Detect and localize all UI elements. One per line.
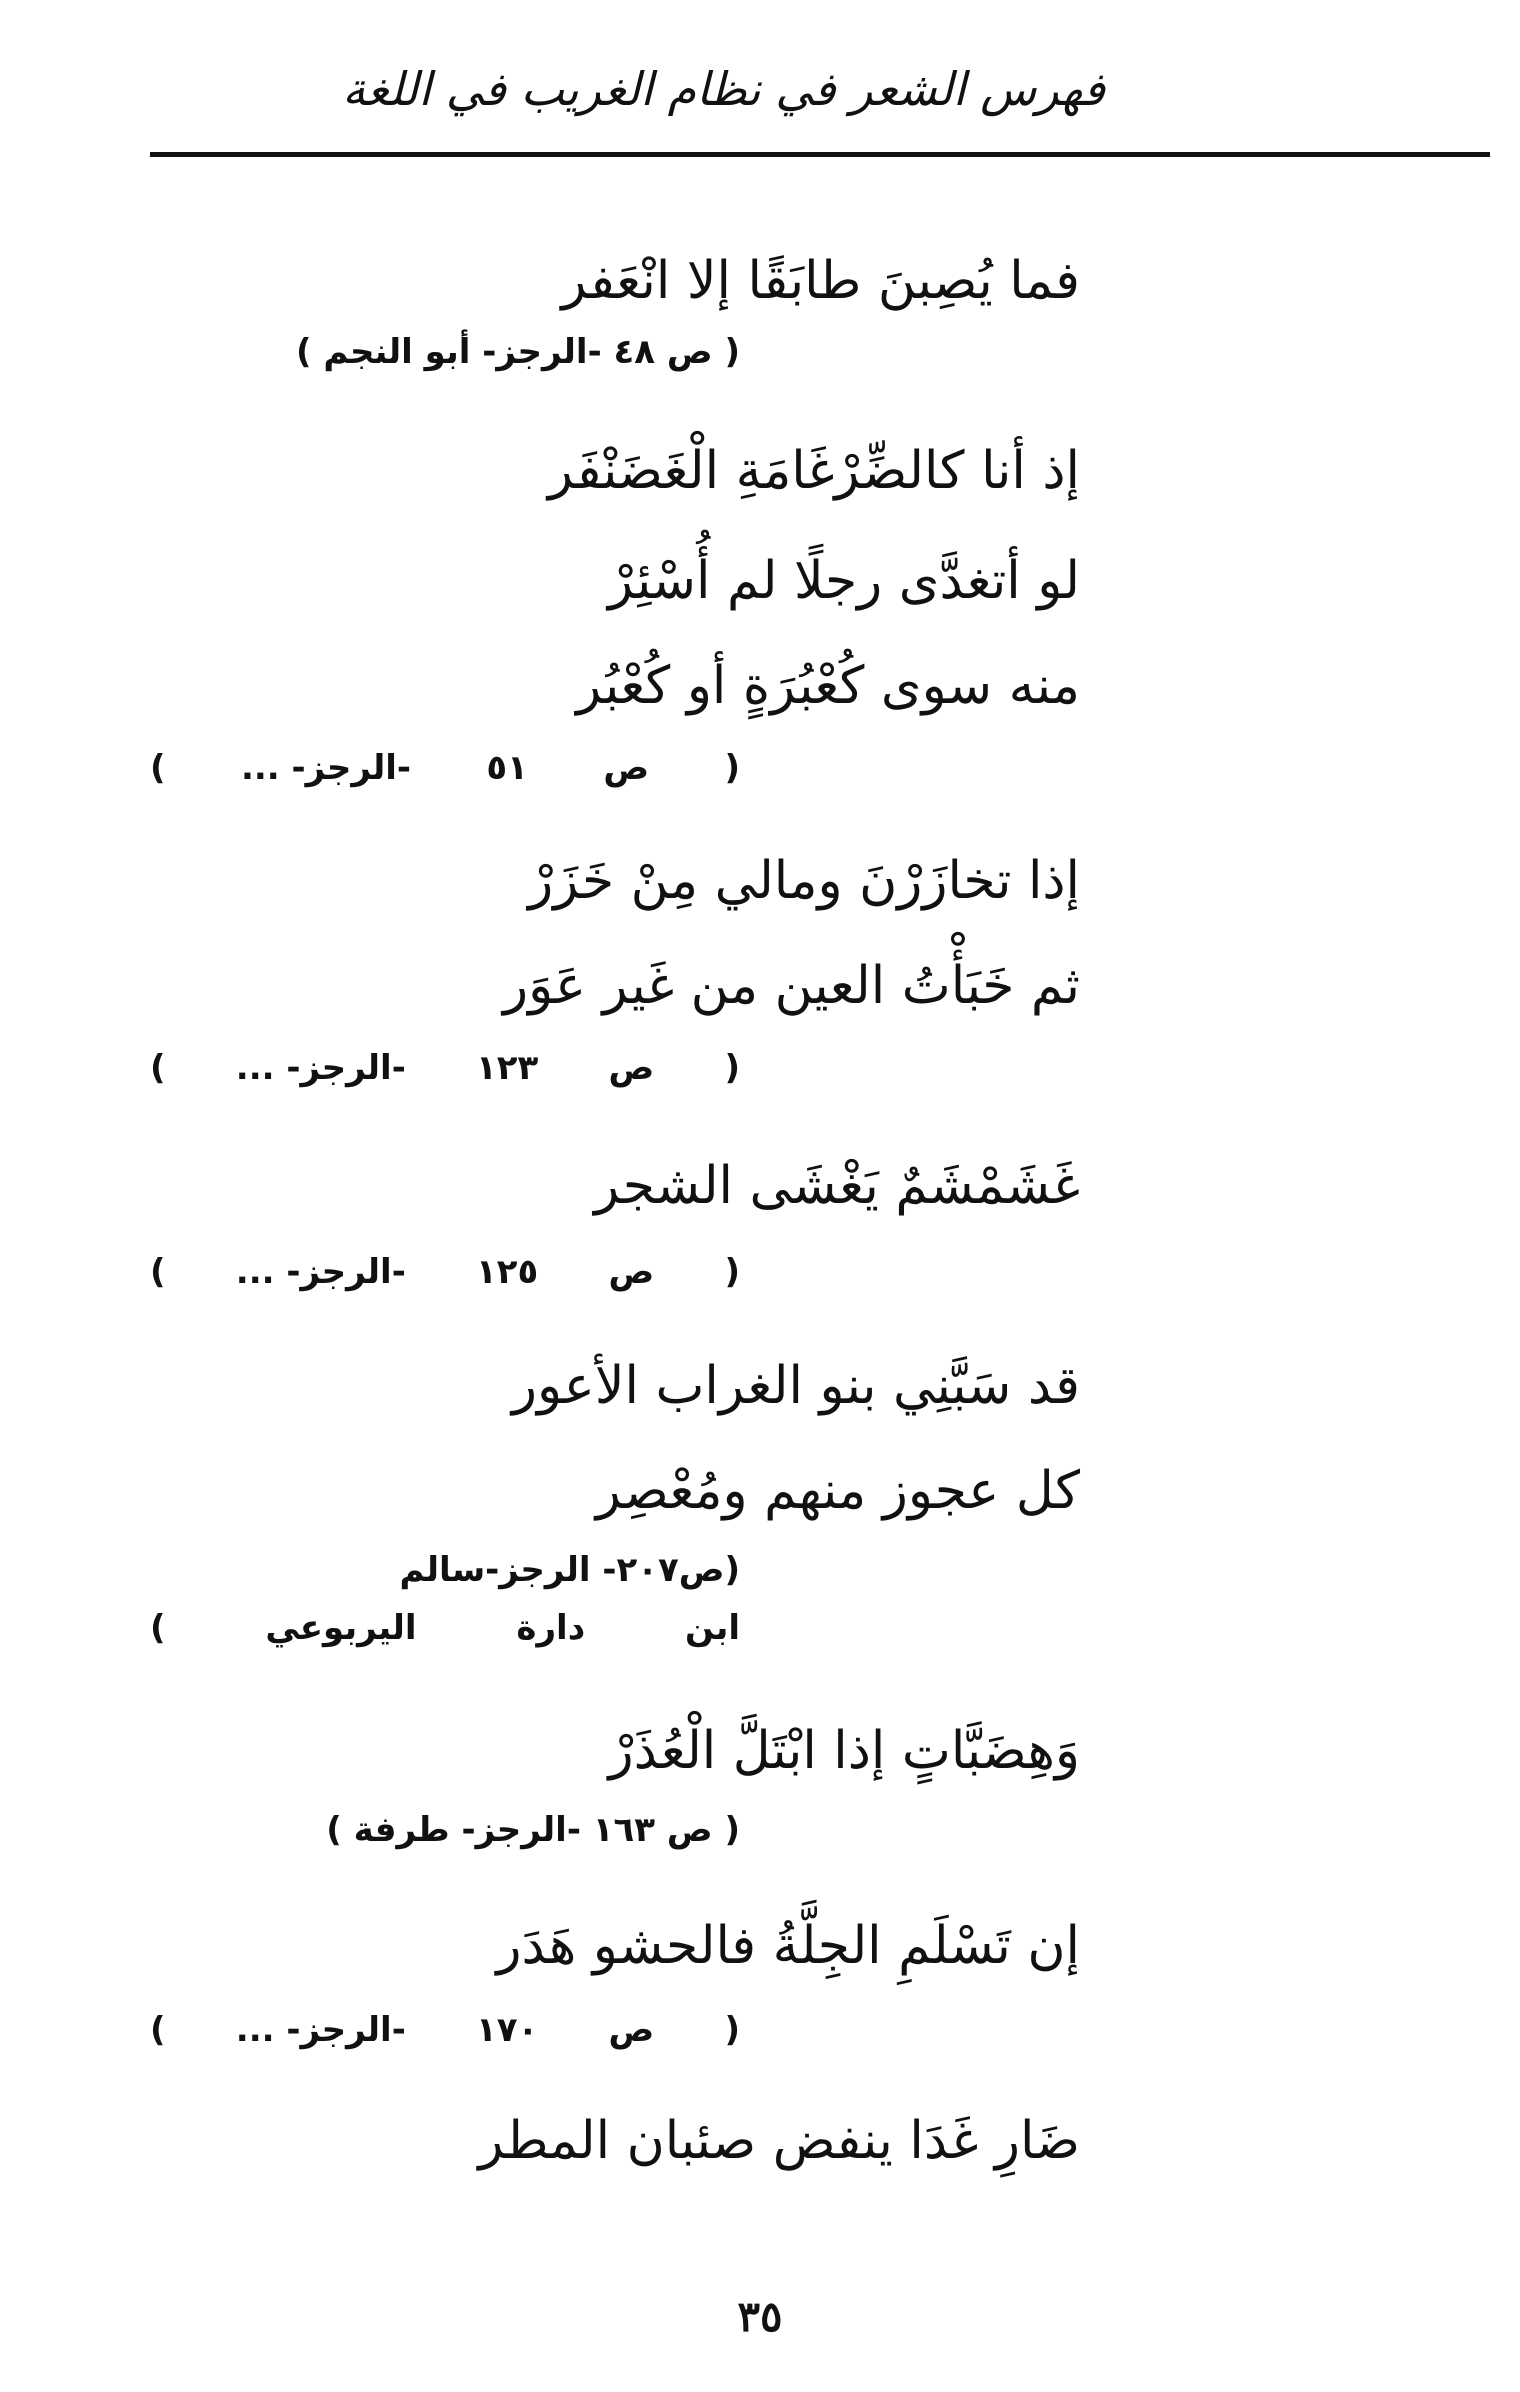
verse-line: إن تَسْلَمِ الجِلَّةُ فالحشو هَدَر bbox=[496, 1916, 1080, 1976]
verse-citation-continuation bbox=[150, 1608, 740, 1649]
verse-citation bbox=[150, 1048, 740, 1089]
citation-page-number: ١٢٣ bbox=[476, 1048, 539, 1088]
citation-meter: -الرجز- ... bbox=[235, 1048, 406, 1088]
citation-close-paren: ) bbox=[150, 748, 166, 788]
citation-open-paren: ( bbox=[724, 1048, 740, 1088]
verse-citation: ( ص ٤٨ -الرجز- أبو النجم ) bbox=[295, 332, 740, 372]
verse-citation: (ص٢٠٧- الرجز-سالم bbox=[399, 1550, 740, 1590]
verse-line: ثم خَبَأْتُ العين من غَير عَوَر bbox=[502, 956, 1080, 1016]
verse-line: قد سَبَّنِي بنو الغراب الأعور bbox=[511, 1356, 1080, 1416]
verse-line: إذ أنا كالضِّرْغَامَةِ الْغَضَنْفَر bbox=[547, 441, 1080, 501]
verse-line: فما يُصِبنَ طابَقًا إلا انْعَفر bbox=[561, 251, 1080, 311]
citation-open-paren: ( bbox=[724, 1252, 740, 1292]
verse-citation bbox=[150, 2010, 740, 2051]
verse-line: وَهِضَبَّاتٍ إذا ابْتَلَّ الْعُذَرْ bbox=[608, 1721, 1080, 1781]
verse-citation bbox=[150, 748, 740, 789]
citation-page-label: ص bbox=[608, 2010, 655, 2050]
verse-line: كل عجوز منهم ومُعْصِر bbox=[595, 1461, 1080, 1521]
citation-name-part: ابن bbox=[684, 1608, 740, 1648]
citation-name-part: اليربوعي bbox=[265, 1608, 417, 1648]
citation-close-paren: ) bbox=[150, 1252, 166, 1292]
citation-close-paren: ) bbox=[150, 1048, 166, 1088]
header-rule bbox=[150, 152, 1490, 157]
citation-meter: -الرجز- ... bbox=[235, 2010, 406, 2050]
verse-citation bbox=[150, 1252, 740, 1293]
citation-page-label: ص bbox=[603, 748, 650, 788]
citation-page-label: ص bbox=[608, 1048, 655, 1088]
citation-page-number: ١٧٠ bbox=[476, 2010, 539, 2050]
page-number: ٣٥ bbox=[737, 2292, 783, 2341]
verse-line: غَشَمْشَمٌ يَغْشَى الشجر bbox=[594, 1156, 1080, 1216]
citation-open-paren: ( bbox=[724, 748, 740, 788]
verse-line: إذا تخازَرْنَ ومالي مِنْ خَزَرْ bbox=[528, 851, 1080, 911]
verse-citation: ( ص ١٦٣ -الرجز- طرفة ) bbox=[326, 1810, 740, 1850]
running-header-title: فهرس الشعر في نظام الغريب في اللغة bbox=[342, 62, 1105, 116]
citation-close-paren: ) bbox=[150, 2010, 166, 2050]
citation-page-number: ٥١ bbox=[486, 748, 528, 788]
verse-line: ضَارِ غَدَا ينفض صئبان المطر bbox=[478, 2111, 1080, 2171]
citation-meter: -الرجز- ... bbox=[235, 1252, 406, 1292]
citation-close-paren: ) bbox=[150, 1608, 166, 1648]
verse-line: لو أتغدَّى رجلًا لم أُسْئِرْ bbox=[608, 551, 1080, 611]
citation-name-part: دارة bbox=[516, 1608, 586, 1648]
citation-page-number: ١٢٥ bbox=[476, 1252, 539, 1292]
citation-open-paren: ( bbox=[724, 2010, 740, 2050]
citation-page-label: ص bbox=[608, 1252, 655, 1292]
citation-meter: -الرجز- ... bbox=[240, 748, 412, 788]
verse-line: منه سوى كُعْبُرَةٍ أو كُعْبُر bbox=[576, 656, 1080, 716]
